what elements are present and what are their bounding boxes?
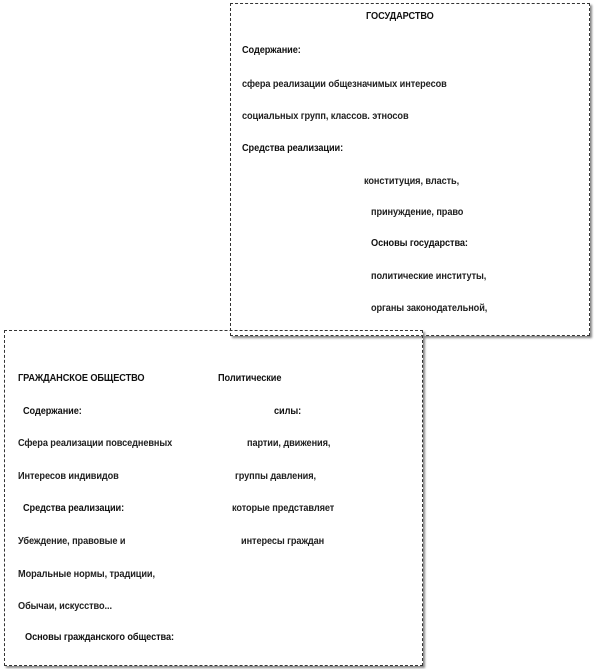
state-basis-label: Основы государства: xyxy=(371,238,468,249)
state-basis-line-1: политические институты, xyxy=(371,271,487,282)
political-forces-line-1: партии, движения, xyxy=(247,438,331,449)
society-basis-label: Основы гражданского общества: xyxy=(25,632,174,643)
society-means-line-2: Моральные нормы, традиции, xyxy=(18,569,155,580)
society-means-line-1: Убеждение, правовые и xyxy=(18,536,126,547)
political-forces-line-2: группы давления, xyxy=(235,471,316,482)
state-content-label: Содержание: xyxy=(242,45,301,56)
state-basis-line-2: органы законодательной, xyxy=(371,303,488,314)
society-content-line-2: Интересов индивидов xyxy=(18,471,119,482)
state-content-line-1: сфера реализации общезначимых интересов xyxy=(242,79,447,90)
state-means-line-1: конституция, власть, xyxy=(364,176,460,187)
political-forces-label: силы: xyxy=(274,406,302,417)
society-content-label: Содержание: xyxy=(23,406,82,417)
society-means-line-3: Обычаи, искусство... xyxy=(18,601,112,612)
state-title: ГОСУДАРСТВО xyxy=(366,11,434,22)
state-means-label: Средства реализации: xyxy=(242,143,344,154)
political-forces-line-3: которые представляет xyxy=(232,503,335,514)
society-title: ГРАЖДАНСКОЕ ОБЩЕСТВО xyxy=(18,373,145,384)
society-content-line-1: Сфера реализации повседневных xyxy=(18,438,173,449)
political-forces-line-4: интересы граждан xyxy=(241,536,325,547)
society-means-label: Средства реализации: xyxy=(23,503,125,514)
state-content-line-2: социальных групп, классов. этносов xyxy=(242,111,409,122)
political-forces-title: Политические xyxy=(218,373,282,384)
state-means-line-2: принуждение, право xyxy=(371,207,464,218)
